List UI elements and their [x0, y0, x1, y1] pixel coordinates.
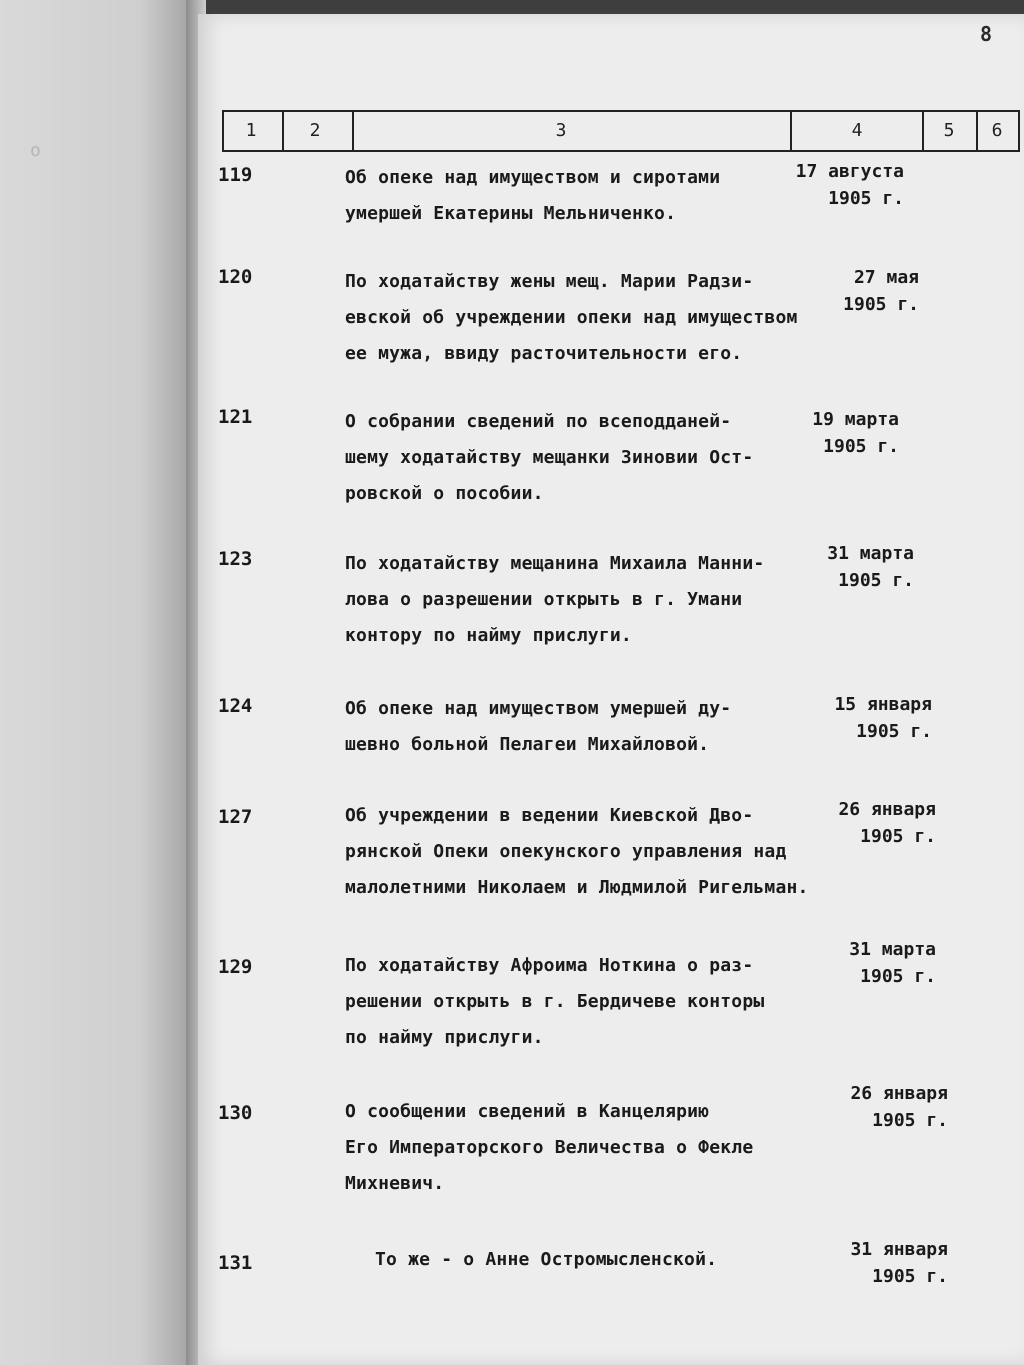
entry-line: Об опеке над имуществом умершей ду- [345, 698, 732, 719]
entry-line: малолетними Николаем и Людмилой Ригельман. [345, 877, 809, 898]
facing-page [0, 0, 200, 1365]
entry-line: умершей Екатерины Мельниченко. [345, 203, 677, 224]
entry-number: 130 [218, 1102, 253, 1124]
entry-date-year: 1905 г. [872, 1110, 948, 1131]
entry-date-year: 1905 г. [838, 570, 914, 591]
entry-number: 121 [218, 406, 253, 428]
entry-line: То же - о Анне Остромысленской. [375, 1249, 718, 1270]
entry-line: Его Императорского Величества о Фекле [345, 1137, 754, 1158]
column-header-1: 1 [245, 120, 257, 141]
entry-description [345, 1094, 815, 1202]
entry-date [843, 264, 919, 318]
entry-number: 127 [218, 806, 253, 828]
entry-date-day: 31 января [850, 1239, 948, 1260]
entry-description [345, 691, 815, 763]
entry-line: По ходатайству жены мещ. Марии Радзи- [345, 271, 754, 292]
page-number: 8 [979, 22, 992, 46]
entry-date-day: 26 января [838, 799, 936, 820]
entry-date [812, 406, 899, 460]
entry-date-year: 1905 г. [828, 188, 904, 209]
entry-line: ее мужа, ввиду расточительности его. [345, 343, 743, 364]
entry-description [345, 160, 815, 232]
entry-description [345, 546, 815, 654]
entry-line: Об опеке над имуществом и сиротами [345, 167, 721, 188]
entry-description [345, 264, 815, 372]
entry-date-year: 1905 г. [872, 1266, 948, 1287]
entry-line: рянской Опеки опекунского управления над [345, 841, 787, 862]
entry-line: ровской о пособии. [345, 483, 544, 504]
entry-date-day: 27 мая [853, 267, 919, 288]
entry-line: решении открыть в г. Бердичеве конторы [345, 991, 765, 1012]
entry-date-day: 17 августа [795, 161, 904, 182]
entry-line: По ходатайству Афроима Ноткина о раз- [345, 955, 754, 976]
entry-description [345, 798, 815, 906]
entry-line: контору по найму прислуги. [345, 625, 632, 646]
entry-number: 119 [218, 164, 253, 186]
entry-line: шевно больной Пелагеи Михайловой. [345, 734, 710, 755]
entry-description [375, 1242, 845, 1278]
entry-date-year: 1905 г. [823, 436, 899, 457]
entry-date [834, 691, 932, 745]
entry-number: 124 [218, 695, 253, 717]
entry-date [850, 1080, 948, 1134]
entry-line: По ходатайству мещанина Михаила Манни- [345, 553, 765, 574]
column-header-5: 5 [943, 120, 955, 141]
entry-line: по найму прислуги. [345, 1027, 544, 1048]
entry-number: 120 [218, 266, 253, 288]
bleed-through-text: о [30, 140, 41, 161]
entry-date [849, 936, 936, 990]
entry-line: О сообщении сведений в Канцелярию [345, 1101, 710, 1122]
column-header-4: 4 [851, 120, 863, 141]
entry-date-day: 31 марта [849, 939, 936, 960]
entry-number: 131 [218, 1252, 253, 1274]
entry-date-year: 1905 г. [860, 826, 936, 847]
entry-line: шему ходатайству мещанки Зиновии Ост- [345, 447, 754, 468]
entry-date [838, 796, 936, 850]
entry-line: лова о разрешении открыть в г. Умани [345, 589, 743, 610]
entry-date-year: 1905 г. [856, 721, 932, 742]
column-header-6: 6 [991, 120, 1003, 141]
entry-line: О собрании сведений по всеподданей- [345, 411, 732, 432]
entry-description [345, 948, 815, 1056]
entry-description [345, 404, 815, 512]
entry-line: Об учреждении в ведении Киевской Дво- [345, 805, 754, 826]
entry-date [850, 1236, 948, 1290]
entry-number: 129 [218, 956, 253, 978]
table-header [222, 110, 1020, 152]
entry-date-year: 1905 г. [860, 966, 936, 987]
entry-date-year: 1905 г. [843, 294, 919, 315]
entry-date [827, 540, 914, 594]
entry-line: евской об учреждении опеки над имуществом [345, 307, 798, 328]
entry-date-day: 26 января [850, 1083, 948, 1104]
entry-line: Михневич. [345, 1173, 445, 1194]
column-header-2: 2 [309, 120, 321, 141]
column-header-3: 3 [555, 120, 567, 141]
entry-date-day: 19 марта [812, 409, 899, 430]
entry-date [796, 158, 904, 212]
entry-date-day: 31 марта [827, 543, 914, 564]
entry-date-day: 15 января [834, 694, 932, 715]
entry-number: 123 [218, 548, 253, 570]
